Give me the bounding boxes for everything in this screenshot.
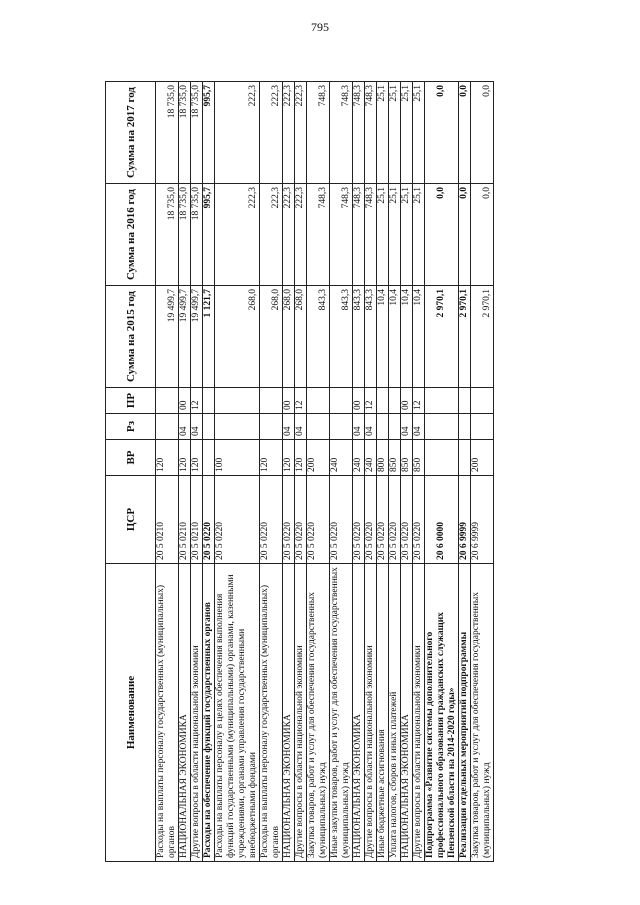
cell-vr: 120 (283, 440, 295, 476)
cell-name: Реализация отдельных мероприятий подпрограммы (459, 564, 471, 862)
cell-rz: 04 (365, 414, 377, 440)
cell-pr: 12 (413, 388, 425, 414)
table-row (330, 82, 353, 862)
cell-pr (459, 388, 471, 414)
table-row (401, 82, 413, 862)
cell-y2015: 268,0 (295, 286, 307, 388)
cell-vr: 200 (471, 440, 494, 476)
cell-y2016: 0,0 (471, 184, 494, 286)
cell-rz (471, 414, 494, 440)
cell-pr (260, 388, 283, 414)
cell-y2017: 18 735,0 (191, 82, 203, 184)
cell-vr: 120 (295, 440, 307, 476)
cell-rz (459, 414, 471, 440)
cell-csr: 20 6 0000 (425, 476, 459, 564)
cell-rz (307, 414, 330, 440)
cell-y2017: 748,3 (353, 82, 365, 184)
cell-csr: 20 5 0220 (203, 476, 215, 564)
cell-name: Закупка товаров, работ и услуг для обеспечения государственных (муниципальных) нужд (471, 564, 494, 862)
cell-y2017: 0,0 (459, 82, 471, 184)
table-row (260, 82, 283, 862)
cell-y2016: 0,0 (459, 184, 471, 286)
cell-y2017: 25,1 (401, 82, 413, 184)
cell-pr (377, 388, 389, 414)
cell-vr: 240 (330, 440, 353, 476)
cell-vr: 850 (401, 440, 413, 476)
cell-name: Закупка товаров, работ и услуг для обеспечения государственных (муниципальных) нужд (307, 564, 330, 862)
table-row (295, 82, 307, 862)
cell-pr (156, 388, 179, 414)
cell-pr (203, 388, 215, 414)
cell-csr: 20 5 0220 (295, 476, 307, 564)
cell-y2017: 0,0 (425, 82, 459, 184)
cell-pr (471, 388, 494, 414)
cell-pr: 12 (191, 388, 203, 414)
cell-y2016: 222,3 (215, 184, 260, 286)
cell-rz: 04 (401, 414, 413, 440)
cell-y2017: 222,3 (260, 82, 283, 184)
cell-y2016: 18 735,0 (156, 184, 179, 286)
cell-pr: 12 (365, 388, 377, 414)
cell-y2017: 748,3 (330, 82, 353, 184)
cell-vr: 850 (413, 440, 425, 476)
cell-y2017: 995,7 (203, 82, 215, 184)
cell-pr (389, 388, 401, 414)
cell-rz (389, 414, 401, 440)
header-vr: ВР (106, 440, 156, 476)
cell-y2015: 843,3 (353, 286, 365, 388)
cell-y2017: 748,3 (307, 82, 330, 184)
table-row (353, 82, 365, 862)
cell-rz (215, 414, 260, 440)
cell-pr (330, 388, 353, 414)
cell-vr (425, 440, 459, 476)
cell-rz: 04 (179, 414, 191, 440)
table-row (307, 82, 330, 862)
cell-vr: 120 (179, 440, 191, 476)
cell-y2015: 19 499,7 (179, 286, 191, 388)
cell-y2015: 843,3 (365, 286, 377, 388)
cell-pr: 00 (179, 388, 191, 414)
cell-pr: 00 (401, 388, 413, 414)
table-row (283, 82, 295, 862)
cell-y2017: 18 735,0 (179, 82, 191, 184)
cell-pr (215, 388, 260, 414)
cell-name: Иные закупки товаров, работ и услуг для обеспечения государственных (муниципальных) нужд (330, 564, 353, 862)
cell-y2017: 18 735,0 (156, 82, 179, 184)
header-csr: ЦСР (106, 476, 156, 564)
cell-vr: 120 (191, 440, 203, 476)
cell-name: НАЦИОНАЛЬНАЯ ЭКОНОМИКА (283, 564, 295, 862)
cell-y2016: 748,3 (330, 184, 353, 286)
cell-pr: 00 (353, 388, 365, 414)
cell-vr: 240 (365, 440, 377, 476)
cell-rz: 04 (191, 414, 203, 440)
cell-rz (377, 414, 389, 440)
cell-rz: 04 (353, 414, 365, 440)
cell-pr (307, 388, 330, 414)
cell-rz (330, 414, 353, 440)
header-rz: Рз (106, 414, 156, 440)
cell-vr: 800 (377, 440, 389, 476)
cell-y2016: 748,3 (307, 184, 330, 286)
cell-y2016: 222,3 (283, 184, 295, 286)
cell-y2015: 268,0 (260, 286, 283, 388)
cell-y2016: 18 735,0 (191, 184, 203, 286)
table-row (191, 82, 203, 862)
cell-csr: 20 5 0220 (283, 476, 295, 564)
cell-rz (203, 414, 215, 440)
cell-y2016: 748,3 (353, 184, 365, 286)
header-pr: ПР (106, 388, 156, 414)
cell-y2017: 25,1 (377, 82, 389, 184)
cell-name: Другие вопросы в области национальной экономики (413, 564, 425, 862)
cell-y2016: 0,0 (425, 184, 459, 286)
cell-vr (203, 440, 215, 476)
cell-csr: 20 5 0220 (307, 476, 330, 564)
cell-rz: 04 (295, 414, 307, 440)
cell-name: Другие вопросы в области национальной экономики (365, 564, 377, 862)
cell-name: Расходы на выплаты персоналу государственных (муниципальных) органов (260, 564, 283, 862)
cell-name: Другие вопросы в области национальной экономики (295, 564, 307, 862)
cell-csr: 20 6 9999 (459, 476, 471, 564)
rotated-table-container (105, 82, 535, 862)
cell-y2017: 222,3 (215, 82, 260, 184)
cell-y2015: 19 499,7 (191, 286, 203, 388)
table-row (179, 82, 191, 862)
cell-pr: 12 (295, 388, 307, 414)
cell-y2016: 25,1 (401, 184, 413, 286)
cell-y2016: 25,1 (413, 184, 425, 286)
cell-vr: 100 (215, 440, 260, 476)
cell-csr: 20 5 0210 (179, 476, 191, 564)
cell-csr: 20 5 0220 (413, 476, 425, 564)
cell-csr: 20 5 0220 (260, 476, 283, 564)
cell-pr: 00 (283, 388, 295, 414)
header-2015: Сумма на 2015 год (106, 286, 156, 388)
cell-pr (425, 388, 459, 414)
cell-vr: 120 (260, 440, 283, 476)
cell-y2017: 25,1 (413, 82, 425, 184)
cell-csr: 20 5 0220 (353, 476, 365, 564)
cell-vr: 240 (353, 440, 365, 476)
table-body (156, 82, 494, 862)
cell-name: Уплата налогов, сборов и иных платежей (389, 564, 401, 862)
table-row (389, 82, 401, 862)
cell-name: НАЦИОНАЛЬНАЯ ЭКОНОМИКА (401, 564, 413, 862)
table-row (413, 82, 425, 862)
cell-vr: 200 (307, 440, 330, 476)
cell-name: НАЦИОНАЛЬНАЯ ЭКОНОМИКА (179, 564, 191, 862)
table-row (156, 82, 179, 862)
cell-rz (425, 414, 459, 440)
cell-csr: 20 5 0220 (215, 476, 260, 564)
cell-y2017: 0,0 (471, 82, 494, 184)
cell-y2015: 10,4 (377, 286, 389, 388)
table-row (215, 82, 260, 862)
cell-csr: 20 5 0220 (377, 476, 389, 564)
cell-y2017: 222,3 (283, 82, 295, 184)
cell-rz: 04 (413, 414, 425, 440)
cell-y2015: 10,4 (401, 286, 413, 388)
cell-y2017: 25,1 (389, 82, 401, 184)
table-row (425, 82, 459, 862)
cell-y2015: 2 970,1 (425, 286, 459, 388)
cell-csr: 20 6 9999 (471, 476, 494, 564)
table-row (471, 82, 494, 862)
cell-y2016: 25,1 (389, 184, 401, 286)
cell-name: Иные бюджетные ассигнования (377, 564, 389, 862)
cell-y2016: 748,3 (365, 184, 377, 286)
cell-vr (459, 440, 471, 476)
cell-y2017: 748,3 (365, 82, 377, 184)
header-2016: Сумма на 2016 год (106, 184, 156, 286)
table-row (377, 82, 389, 862)
cell-rz (260, 414, 283, 440)
table-header-row (106, 82, 156, 862)
cell-csr: 20 5 0210 (156, 476, 179, 564)
table-row (203, 82, 215, 862)
budget-table (105, 81, 494, 862)
cell-csr: 20 5 0220 (389, 476, 401, 564)
cell-vr: 120 (156, 440, 179, 476)
cell-name: Другие вопросы в области национальной экономики (191, 564, 203, 862)
cell-rz (156, 414, 179, 440)
header-2017: Сумма на 2017 год (106, 82, 156, 184)
cell-y2015: 2 970,1 (471, 286, 494, 388)
table-row (365, 82, 377, 862)
cell-name: Расходы на обеспечение функций государственных органов (203, 564, 215, 862)
cell-csr: 20 5 0210 (191, 476, 203, 564)
cell-name: Расходы на выплаты персоналу в целях обеспечения выполнения функций государственными (муниципальными) органами, казенными учреждениями, органами управления государственными внебюджетными фондами (215, 564, 260, 862)
cell-csr: 20 5 0220 (401, 476, 413, 564)
cell-y2015: 2 970,1 (459, 286, 471, 388)
cell-y2015: 19 499,7 (156, 286, 179, 388)
cell-y2015: 10,4 (389, 286, 401, 388)
cell-y2015: 268,0 (283, 286, 295, 388)
cell-y2016: 222,3 (295, 184, 307, 286)
cell-y2015: 1 121,7 (203, 286, 215, 388)
cell-name: Расходы на выплаты персоналу государственных (муниципальных) органов (156, 564, 179, 862)
cell-name: Подпрограмма «Развитие системы дополнительного профессионального образования гражданских служащих Пензенской области на 2014-2020 годы» (425, 564, 459, 862)
cell-rz: 04 (283, 414, 295, 440)
cell-vr: 850 (389, 440, 401, 476)
cell-y2016: 222,3 (260, 184, 283, 286)
cell-y2016: 995,7 (203, 184, 215, 286)
cell-y2015: 843,3 (330, 286, 353, 388)
cell-csr: 20 5 0220 (330, 476, 353, 564)
table-row (459, 82, 471, 862)
cell-y2015: 268,0 (215, 286, 260, 388)
cell-y2016: 25,1 (377, 184, 389, 286)
header-name: Наименование (106, 564, 156, 862)
cell-y2017: 222,3 (295, 82, 307, 184)
cell-y2015: 843,3 (307, 286, 330, 388)
cell-y2015: 10,4 (413, 286, 425, 388)
cell-csr: 20 5 0220 (365, 476, 377, 564)
cell-name: НАЦИОНАЛЬНАЯ ЭКОНОМИКА (353, 564, 365, 862)
cell-y2016: 18 735,0 (179, 184, 191, 286)
page-number: 795 (311, 20, 329, 34)
